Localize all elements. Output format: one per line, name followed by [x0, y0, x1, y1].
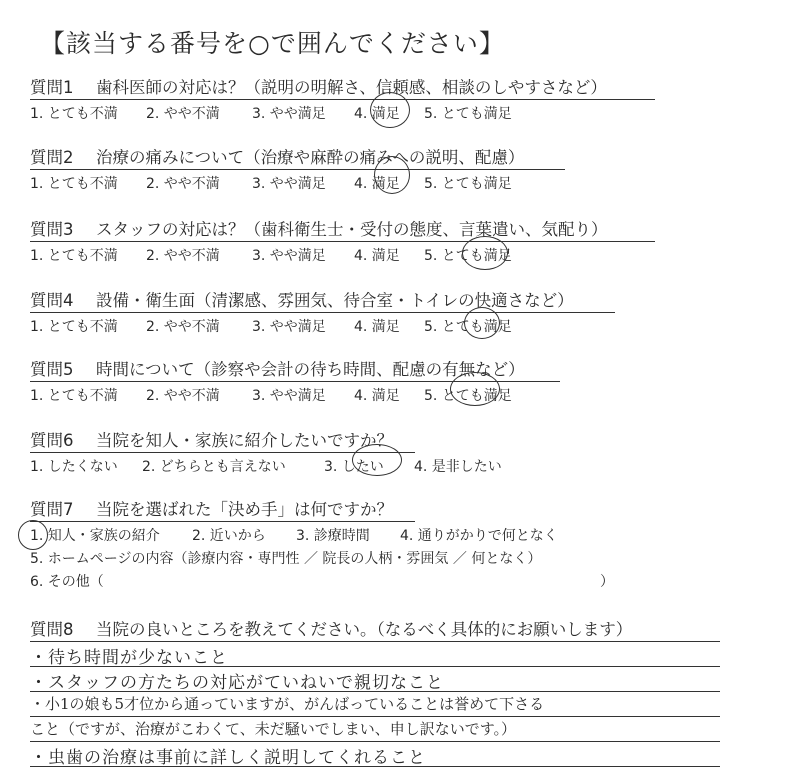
- question-4: [30, 287, 574, 311]
- option[interactable]: 2. やや不満: [146, 176, 220, 192]
- options-q5: [30, 385, 512, 405]
- option[interactable]: 4. 通りがかりで何となく: [400, 528, 558, 544]
- option[interactable]: 1. とても不満: [30, 388, 118, 404]
- option[interactable]: 1. したくない: [30, 459, 118, 475]
- answer-circle: [464, 307, 500, 339]
- handwritten-answer: ・虫歯の治療は事前に詳しく説明してくれること: [30, 748, 426, 768]
- underline: [30, 169, 565, 170]
- question-number: 質問7: [30, 500, 74, 519]
- question-text: 歯科医師の対応は？（説明の明解さ、信頼感、相談のしやすさなど）: [96, 78, 607, 97]
- question-number: 質問6: [30, 431, 74, 450]
- option[interactable]: 1. とても不満: [30, 248, 118, 264]
- options-q3: [30, 245, 512, 265]
- option[interactable]: 5. とても満足: [424, 106, 512, 122]
- option[interactable]: 1. とても不満: [30, 106, 118, 122]
- option[interactable]: 5. とても満足: [424, 176, 512, 192]
- answer-circle: [374, 156, 410, 194]
- question-5: [30, 356, 525, 380]
- option[interactable]: 3. やや満足: [252, 319, 326, 335]
- option[interactable]: 4. 満足: [354, 106, 400, 122]
- question-3: [30, 216, 608, 240]
- option[interactable]: 3. 診療時間: [296, 528, 370, 544]
- question-text: 時間について（診察や会計の待ち時間、配慮の有無など）: [96, 360, 525, 379]
- options-q6: [30, 456, 502, 476]
- option-homepage[interactable]: 5. ホームページの内容（診療内容・専門性 ／ 院長の人柄・雰囲気 ／ 何となく）: [30, 551, 542, 567]
- option[interactable]: 4. 満足: [354, 176, 400, 192]
- question-number: 質問3: [30, 220, 74, 239]
- underline: [30, 312, 615, 313]
- question-8: [30, 616, 632, 640]
- question-number: 質問4: [30, 291, 74, 310]
- handwritten-answer: ・小1の娘も5才位から通っていますが、がんばっていることは誉めて下さる: [30, 695, 545, 713]
- options-q1: [30, 103, 512, 123]
- option[interactable]: 4. 是非したい: [414, 459, 502, 475]
- question-number: 質問8: [30, 620, 74, 639]
- option[interactable]: 3. やや満足: [252, 388, 326, 404]
- question-text: 当院の良いところを教えてください。（なるべく具体的にお願いします）: [96, 620, 633, 639]
- question-text: スタッフの対応は？（歯科衛生士・受付の態度、言葉遣い、気配り）: [96, 220, 608, 239]
- answer-rule: [30, 666, 720, 667]
- answer-rule: [30, 716, 720, 717]
- answer-rule: [30, 691, 720, 692]
- question-number: 質問5: [30, 360, 74, 379]
- option[interactable]: 2. やや不満: [146, 319, 220, 335]
- options-q4: [30, 316, 512, 336]
- option[interactable]: 3. したい: [324, 459, 384, 475]
- option[interactable]: 5. とても満足: [424, 388, 512, 404]
- page-title: 【該当する番号を○で囲んでください】: [40, 29, 505, 58]
- handwritten-answer: ・スタッフの方たちの対応がていねいで親切なこと: [30, 673, 444, 693]
- option[interactable]: 4. 満足: [354, 319, 400, 335]
- answer-circle: [370, 92, 410, 128]
- question-1: [30, 74, 607, 98]
- question-text: 治療の痛みについて（治療や麻酔の痛みへの説明、配慮）: [96, 148, 525, 167]
- option[interactable]: 1. とても不満: [30, 319, 118, 335]
- question-text: 設備・衛生面（清潔感、雰囲気、待合室・トイレの快適さなど）: [96, 291, 574, 310]
- question-number: 質問1: [30, 78, 74, 97]
- option[interactable]: 5. とても満足: [424, 319, 512, 335]
- option[interactable]: 2. やや不満: [146, 248, 220, 264]
- answer-rule: [30, 766, 720, 767]
- option[interactable]: 1. 知人・家族の紹介: [30, 528, 160, 544]
- answer-rule: [30, 741, 720, 742]
- question-text: 当院を選ばれた「決め手」は何ですか？: [96, 500, 393, 519]
- option[interactable]: 5. とても満足: [424, 248, 512, 264]
- question-2: [30, 144, 524, 168]
- option[interactable]: 4. 満足: [354, 388, 400, 404]
- answer-circle: [352, 444, 402, 476]
- answer-circle: [18, 520, 48, 550]
- options-q2: [30, 173, 512, 193]
- option[interactable]: 2. どちらとも言えない: [142, 459, 286, 475]
- option[interactable]: 3. やや満足: [252, 248, 326, 264]
- answer-circle: [450, 372, 500, 406]
- option[interactable]: 1. とても不満: [30, 176, 118, 192]
- option[interactable]: 3. やや満足: [252, 176, 326, 192]
- question-6: [30, 427, 393, 451]
- underline: [30, 241, 655, 242]
- handwritten-answer: こと（ですが、治療がこわくて、未だ騒いでしまい、申し訳ないです。）: [30, 720, 517, 738]
- question-number: 質問2: [30, 148, 74, 167]
- option-other[interactable]: 6. その他（: [30, 574, 104, 590]
- handwritten-answer: ・待ち時間が少ないこと: [30, 648, 228, 668]
- options-q7: [30, 525, 558, 545]
- option[interactable]: 2. 近いから: [192, 528, 266, 544]
- answer-rule: [30, 641, 720, 642]
- underline: [30, 521, 415, 522]
- option[interactable]: 2. やや不満: [146, 388, 220, 404]
- option[interactable]: 3. やや満足: [252, 106, 326, 122]
- question-text: 当院を知人・家族に紹介したいですか？: [96, 431, 393, 450]
- option-other-close: ）: [600, 574, 614, 590]
- underline: [30, 99, 655, 100]
- option[interactable]: 2. やや不満: [146, 106, 220, 122]
- answer-circle: [462, 236, 508, 270]
- question-7: [30, 496, 393, 520]
- option[interactable]: 4. 満足: [354, 248, 400, 264]
